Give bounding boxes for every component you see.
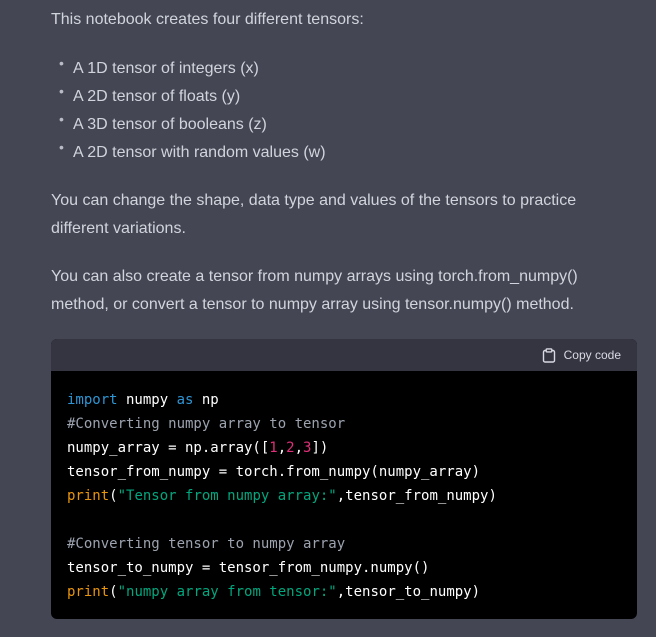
list-item: • A 3D tensor of booleans (z) <box>51 111 326 139</box>
list-item: • A 2D tensor of floats (y) <box>51 83 326 111</box>
code-text: numpy <box>117 392 177 408</box>
bullet-icon: • <box>59 83 64 99</box>
list-item: • A 1D tensor of integers (x) <box>51 55 326 83</box>
code-text: tensor_to_numpy = tensor_from_numpy.numpy() <box>67 560 430 576</box>
code-text: , <box>294 440 304 456</box>
code-keyword: import <box>67 392 118 408</box>
code-text: ( <box>109 488 118 504</box>
code-content <box>51 371 637 604</box>
code-keyword: as <box>176 392 194 408</box>
copy-code-label: Copy code <box>563 348 621 362</box>
code-comment: #Converting tensor to numpy array <box>67 536 346 552</box>
code-text: ]) <box>311 440 329 456</box>
code-number: 1 <box>269 440 278 456</box>
copy-code-button[interactable] <box>542 348 621 363</box>
code-builtin: print <box>67 584 110 600</box>
bullet-icon: • <box>59 55 64 71</box>
paragraph-numpy: You can also create a tensor from numpy arrays using torch.from_numpy() method, or convert a tensor to numpy array using tensor.numpy() method. <box>51 268 578 313</box>
code-text: tensor_from_numpy = torch.from_numpy(numpy_array) <box>67 464 481 480</box>
code-builtin: print <box>67 488 110 504</box>
paragraph-variations: You can change the shape, data type and values of the tensors to practice different variations. <box>51 192 577 237</box>
code-block <box>51 339 637 619</box>
code-string: "numpy array from tensor:" <box>117 584 337 600</box>
code-text: ( <box>109 584 118 600</box>
code-number: 3 <box>303 440 312 456</box>
code-number: 2 <box>286 440 295 456</box>
bullet-icon: • <box>59 139 64 155</box>
code-text: , <box>277 440 287 456</box>
code-text: ,tensor_from_numpy) <box>336 488 497 504</box>
code-text: numpy_array = np.array([ <box>67 440 270 456</box>
tensor-list <box>51 55 326 167</box>
code-string: "Tensor from numpy array:" <box>117 488 337 504</box>
code-comment: #Converting numpy array to tensor <box>67 416 346 432</box>
clipboard-icon <box>542 348 556 363</box>
code-header <box>51 339 637 371</box>
intro-text: This notebook creates four different tensors: <box>51 11 364 28</box>
list-item: • A 2D tensor with random values (w) <box>51 139 326 167</box>
code-text: ,tensor_to_numpy) <box>336 584 481 600</box>
code-text: np <box>193 392 219 408</box>
bullet-icon: • <box>59 111 64 127</box>
